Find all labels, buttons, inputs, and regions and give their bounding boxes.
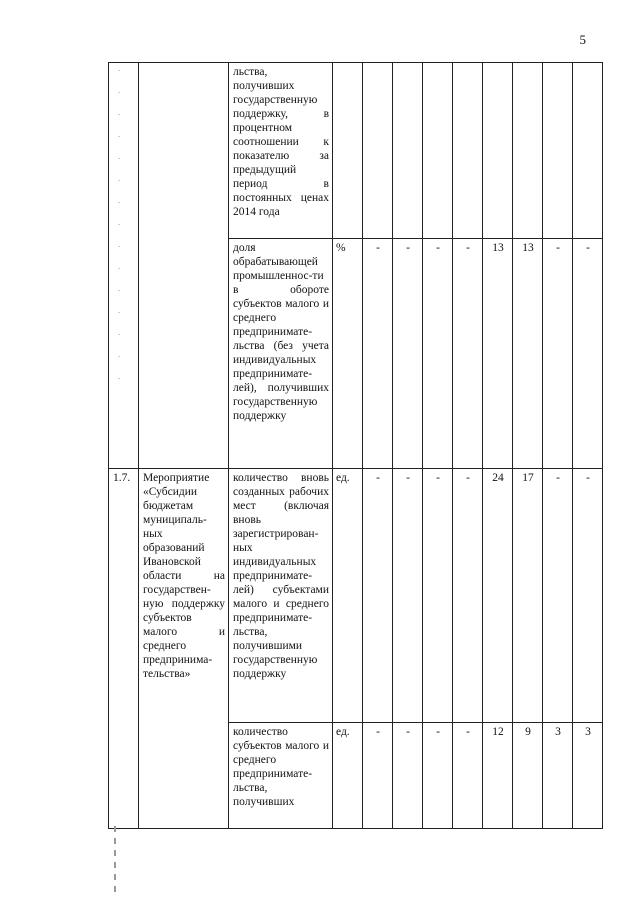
value-cell <box>423 63 453 239</box>
value-cell: - <box>453 469 483 723</box>
value-cell <box>393 63 423 239</box>
value-cell: - <box>393 723 423 829</box>
indicator-cell: количество субъектов малого и среднего предпринимате-льства, получивших <box>229 723 333 829</box>
unit-cell: % <box>333 239 363 469</box>
row-number-cell: 1.7. <box>109 469 139 829</box>
unit-cell <box>333 63 363 239</box>
value-cell <box>483 63 513 239</box>
value-cell: 3 <box>543 723 573 829</box>
event-cell <box>139 63 229 469</box>
event-cell: Мероприятие «Субсидии бюджетам муниципаль-ных образований Ивановской области на государствен-ную поддержку субъектов малого и среднего предпринима-тельства» <box>139 469 229 829</box>
value-cell: - <box>423 239 453 469</box>
value-cell: 3 <box>573 723 603 829</box>
indicator-cell: количество вновь созданных рабочих мест (включая вновь зарегистрирован-ных индивидуальных предпринимате-лей) субъектами малого и среднего предпринимате-льства, получившими государственную поддержку <box>229 469 333 723</box>
value-cell: - <box>453 723 483 829</box>
indicator-cell: льства, получивших государственную поддержку, в процентном соотношении к показателю за предыдущий период в постоянных ценах 2014 года <box>229 63 333 239</box>
value-cell: - <box>393 239 423 469</box>
value-cell: - <box>543 469 573 723</box>
value-cell: 13 <box>483 239 513 469</box>
value-cell: 13 <box>513 239 543 469</box>
value-cell: 17 <box>513 469 543 723</box>
table-row <box>109 63 603 239</box>
value-cell: 24 <box>483 469 513 723</box>
value-cell: 12 <box>483 723 513 829</box>
value-cell <box>453 63 483 239</box>
unit-cell: ед. <box>333 723 363 829</box>
unit-cell: ед. <box>333 469 363 723</box>
value-cell: - <box>573 239 603 469</box>
value-cell: - <box>543 239 573 469</box>
value-cell: - <box>423 723 453 829</box>
scan-artifact <box>114 826 116 896</box>
value-cell: - <box>363 239 393 469</box>
value-cell <box>363 63 393 239</box>
value-cell <box>543 63 573 239</box>
program-indicators-table <box>108 62 603 829</box>
table-row <box>109 469 603 723</box>
value-cell: - <box>453 239 483 469</box>
value-cell: - <box>573 469 603 723</box>
value-cell: - <box>363 469 393 723</box>
page-number: 5 <box>579 32 586 47</box>
indicator-cell: доля обрабатывающей промышленнос-ти в обороте субъектов малого и среднего предпринимате-льства (без учета индивидуальных предпринимате-лей), получивших государственную поддержку <box>229 239 333 469</box>
value-cell <box>573 63 603 239</box>
value-cell <box>513 63 543 239</box>
value-cell: - <box>423 469 453 723</box>
value-cell: 9 <box>513 723 543 829</box>
value-cell: - <box>393 469 423 723</box>
value-cell: - <box>363 723 393 829</box>
row-number-cell <box>109 63 139 469</box>
